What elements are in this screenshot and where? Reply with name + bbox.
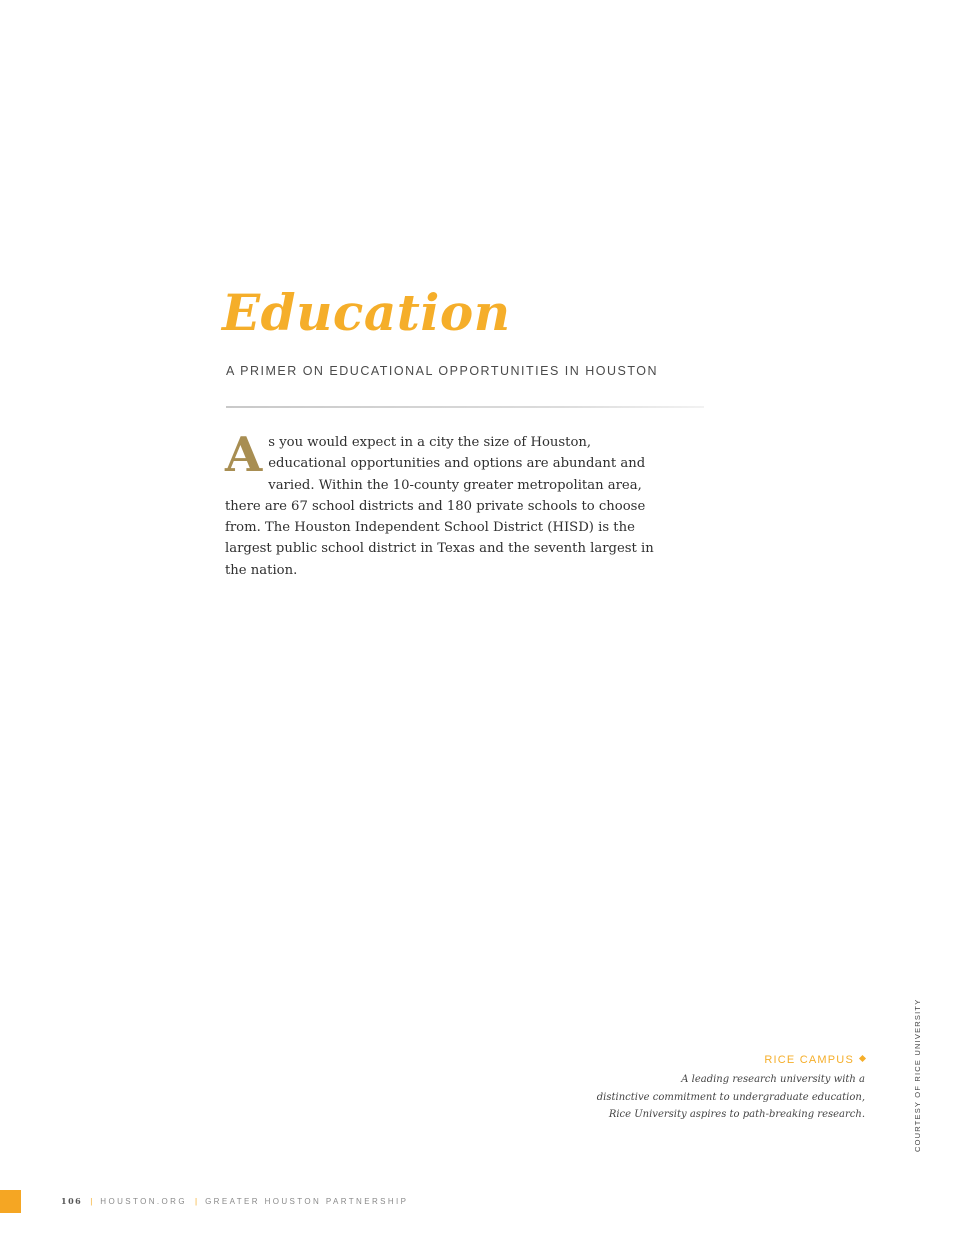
page-number: 106 <box>61 1196 83 1206</box>
caption-heading-row <box>585 1052 865 1068</box>
caption-text <box>585 1071 865 1124</box>
footer-separator: | <box>194 1197 198 1206</box>
intro-paragraph <box>225 427 665 581</box>
footer-organization: GREATER HOUSTON PARTNERSHIP <box>205 1197 409 1206</box>
caption-line: distinctive commitment to undergraduate education, <box>596 1091 865 1103</box>
page-subtitle: A PRIMER ON EDUCATIONAL OPPORTUNITIES IN HOUSTON <box>226 364 659 378</box>
diamond-icon <box>859 1055 866 1062</box>
page-title: Education <box>222 283 511 342</box>
footer-accent-square <box>0 1190 21 1213</box>
page-footer <box>61 1195 408 1208</box>
footer-separator: | <box>90 1197 93 1206</box>
drop-cap: A <box>225 427 263 483</box>
footer-site: HOUSTON.ORG <box>100 1197 187 1206</box>
intro-text: s you would expect in a city the size of Houston, educational opportunities and options are abundant and varied. Within the 10-county greater metropolitan area, there are 67 school districts and 180 private schools to choose from. The Houston Independent School District (HISD) is the largest public school district in Texas and the seventh largest in the nation. <box>225 435 654 578</box>
caption-heading: RICE CAMPUS <box>764 1054 854 1066</box>
photo-caption <box>585 1052 865 1124</box>
photo-credit: COURTESY OF RICE UNIVERSITY <box>913 998 922 1152</box>
caption-line: Rice University aspires to path-breaking research. <box>608 1109 865 1120</box>
caption-line: A leading research university with a <box>681 1074 865 1085</box>
section-divider <box>226 406 704 408</box>
